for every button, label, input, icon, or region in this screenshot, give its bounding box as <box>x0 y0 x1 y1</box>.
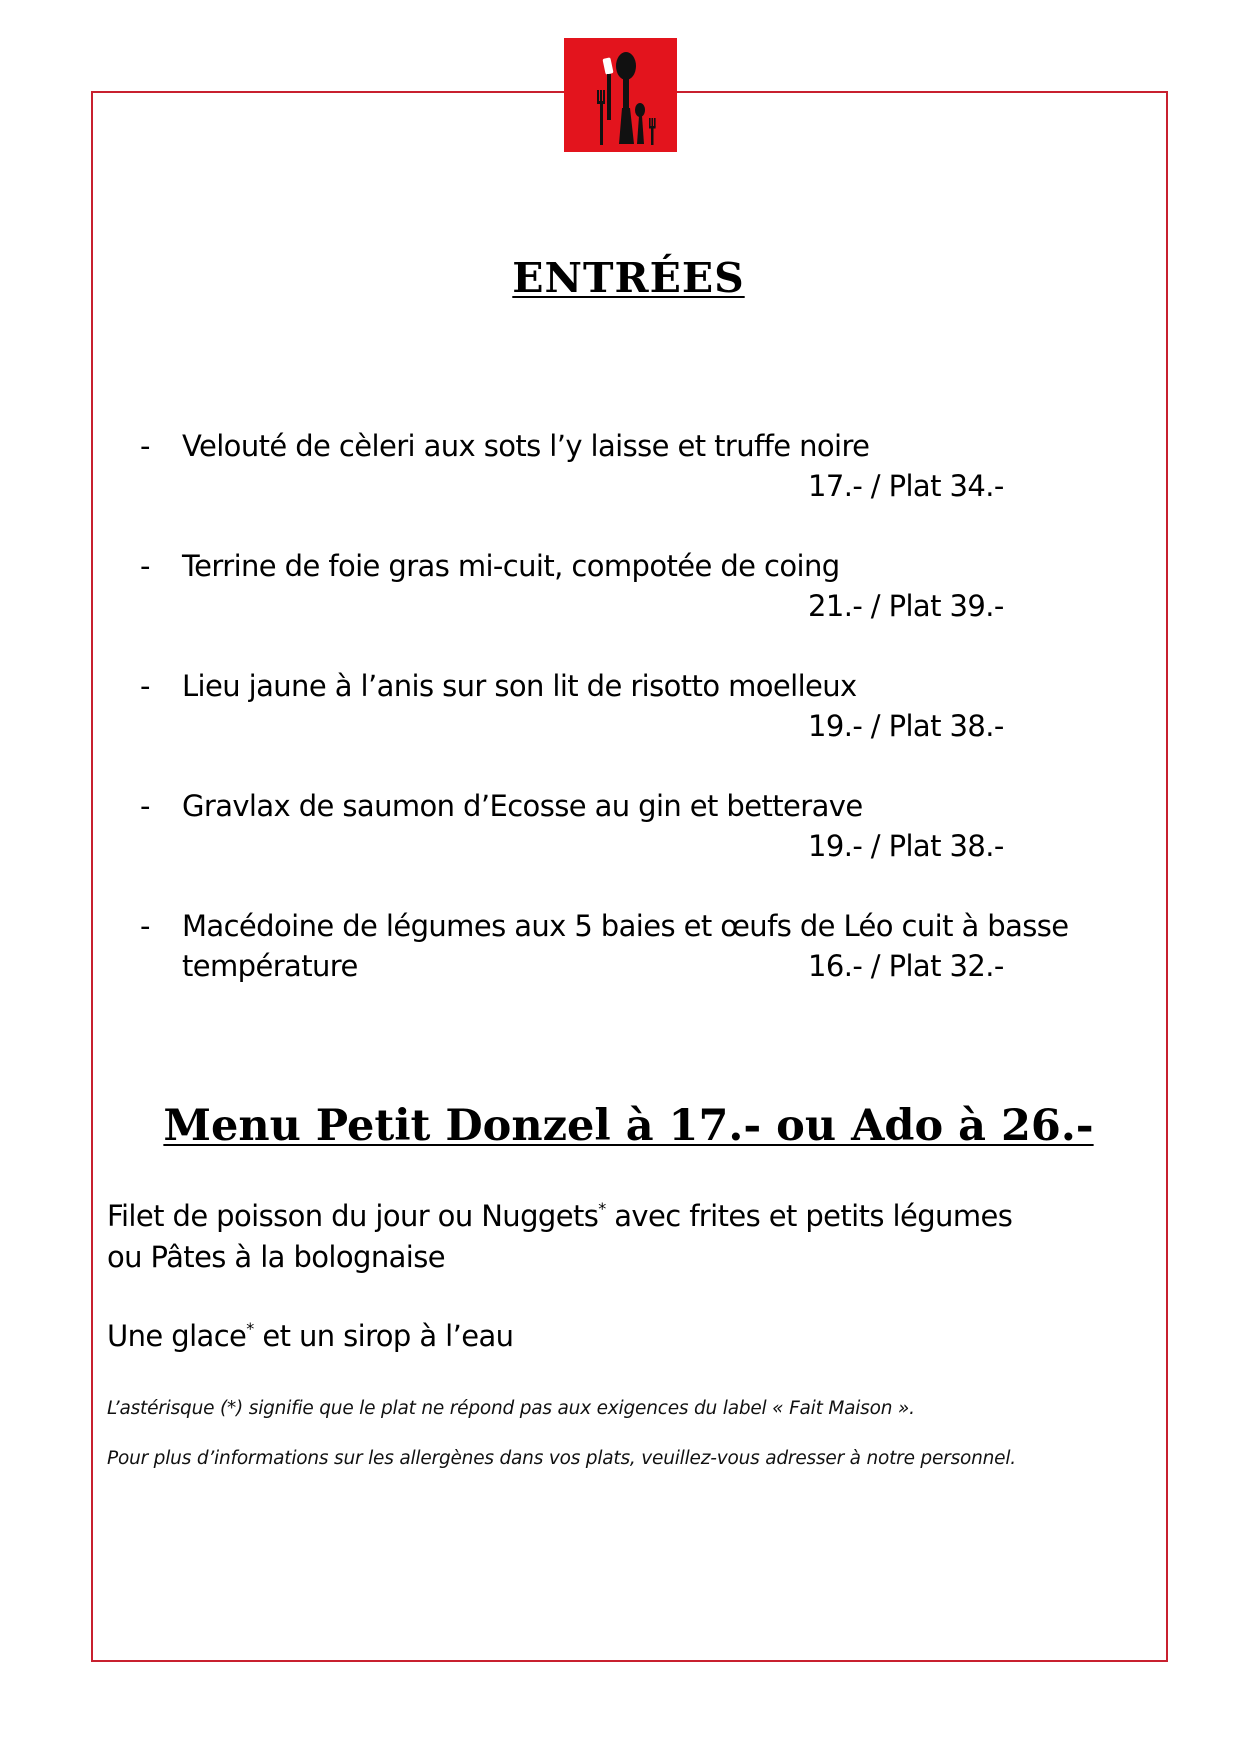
dish-name: Lieu jaune à l’anis sur son lit de risotto moelleux <box>182 669 857 703</box>
dish-dash: - <box>140 789 150 823</box>
page-border <box>91 91 1168 1662</box>
cutlery-icon <box>564 38 677 152</box>
kids-menu-text: Filet de poisson du jour ou Nuggets <box>107 1199 599 1233</box>
asterisk-note: L’astérisque (*) signifie que le plat ne répond pas aux exigences du label « Fait Maison ». <box>107 1398 915 1419</box>
kids-menu-dessert-line <box>107 1316 513 1357</box>
kids-menu-text: avec frites et petits légumes <box>605 1199 1013 1233</box>
dish-dash: - <box>140 909 150 943</box>
dish-name: Velouté de cèleri aux sots l’y laisse et truffe noire <box>182 429 870 463</box>
dish-dash: - <box>140 549 150 583</box>
asterisk-mark: * <box>246 1319 254 1338</box>
dish-price: 21.- / Plat 39.- <box>808 589 1004 623</box>
restaurant-logo <box>564 38 677 152</box>
kids-menu-text: Une glace <box>107 1319 247 1353</box>
dish-price: 19.- / Plat 38.- <box>808 829 1004 863</box>
dish-dash: - <box>140 669 150 703</box>
dish-dash: - <box>140 429 150 463</box>
asterisk-mark: * <box>598 1199 606 1218</box>
dish-price: 19.- / Plat 38.- <box>808 709 1004 743</box>
entrees-title: ENTRÉES <box>512 254 745 302</box>
dish-name: Terrine de foie gras mi-cuit, compotée de coing <box>182 549 840 583</box>
kids-menu-main-line <box>107 1196 1012 1237</box>
allergen-note: Pour plus d’informations sur les allergènes dans vos plats, veuillez-vous adresser à notre personnel. <box>107 1448 1016 1469</box>
dish-name: Gravlax de saumon d’Ecosse au gin et betterave <box>182 789 863 823</box>
dish-name: Macédoine de légumes aux 5 baies et œufs de Léo cuit à basse <box>182 909 1069 943</box>
kids-menu-title: Menu Petit Donzel à 17.- ou Ado à 26.- <box>163 1101 1094 1151</box>
kids-menu-text: et un sirop à l’eau <box>253 1319 514 1353</box>
dish-name-continued: température <box>182 949 358 983</box>
dish-price: 16.- / Plat 32.- <box>808 949 1004 983</box>
kids-menu-alt-line: ou Pâtes à la bolognaise <box>107 1240 445 1274</box>
dish-price: 17.- / Plat 34.- <box>808 469 1004 503</box>
